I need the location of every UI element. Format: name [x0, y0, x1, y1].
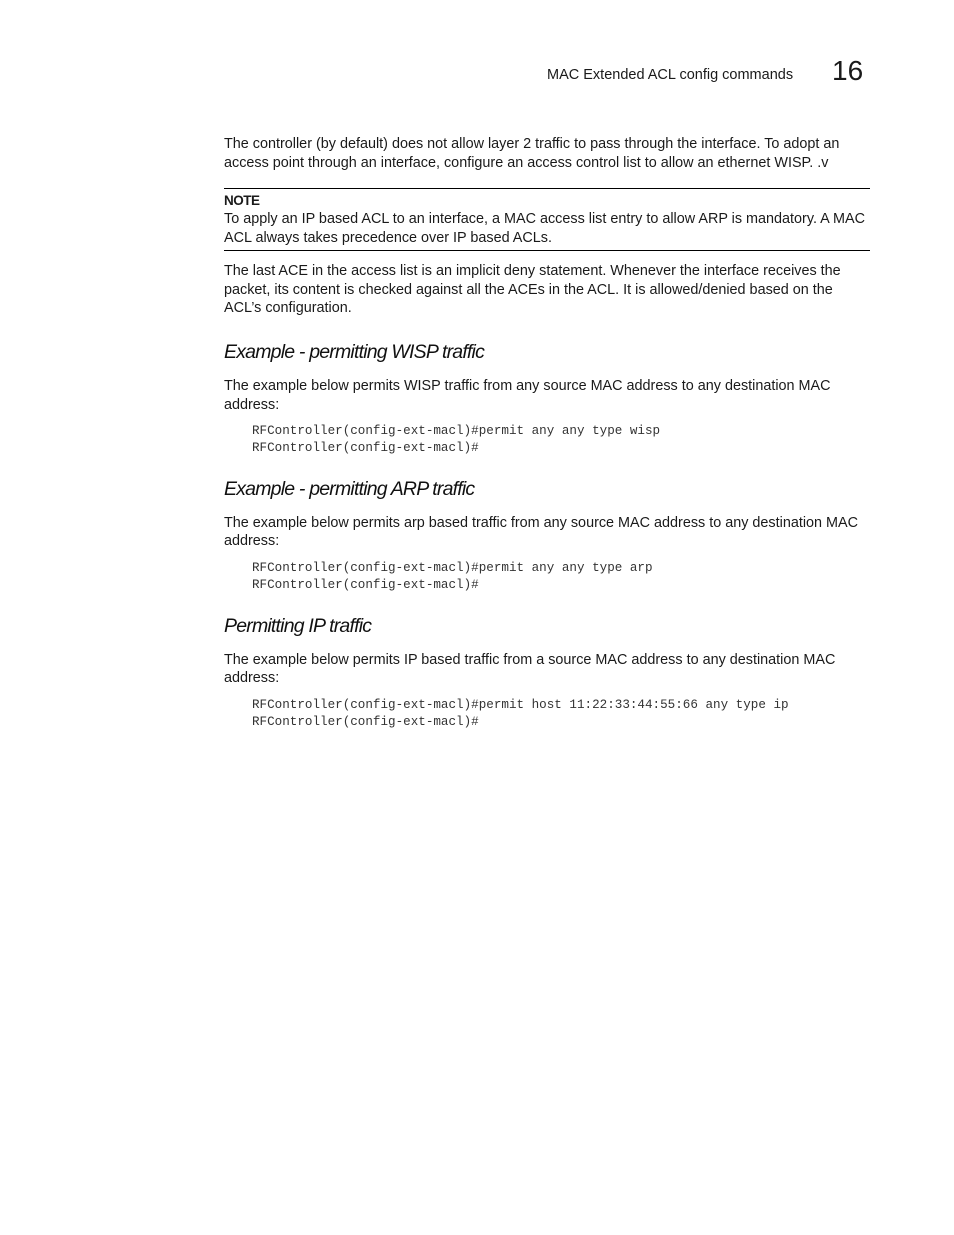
code-line: RFController(config-ext-macl)#permit any any type wisp: [252, 424, 661, 439]
example-heading: Permitting IP traffic: [224, 614, 372, 637]
example-arp: [224, 477, 870, 594]
example-description: The example below permits arp based traffic from any source MAC address to any destination MAC address:: [224, 514, 859, 550]
code-block: [252, 697, 870, 730]
example-ip: [224, 614, 870, 731]
code-block: [252, 423, 870, 456]
code-line: RFController(config-ext-macl)#permit host 11:22:33:44:55:66 any type ip: [252, 697, 789, 712]
code-line: RFController(config-ext-macl)#: [252, 714, 479, 729]
note-text: To apply an IP based ACL to an interface, a MAC access list entry to allow ARP is mandatory. A MAC ACL always takes precedence over IP based ACLs.: [224, 211, 865, 247]
page-header: [0, 56, 954, 96]
chapter-number: 16: [832, 55, 864, 86]
example-description: The example below permits WISP traffic from any source MAC address to any destination MAC address:: [224, 377, 831, 413]
code-line: RFController(config-ext-macl)#: [252, 441, 479, 456]
ace-paragraph: The last ACE in the access list is an implicit deny statement. Whenever the interface receives the packet, its content is checked against all the ACEs in the ACL. It is allowed/denied based on the ACL’s configuration.: [224, 262, 841, 317]
page-content: [224, 135, 870, 750]
example-heading: Example - permitting WISP traffic: [224, 340, 485, 363]
note-box: [224, 188, 870, 250]
example-wisp: [224, 340, 870, 457]
code-line: RFController(config-ext-macl)#permit any any type arp: [252, 561, 653, 576]
example-heading: Example - permitting ARP traffic: [224, 477, 475, 500]
code-line: RFController(config-ext-macl)#: [252, 577, 479, 592]
code-block: [252, 560, 870, 593]
intro-paragraph: The controller (by default) does not allow layer 2 traffic to pass through the interface. To adopt an access point through an interface, configure an access control list to allow an ethernet WISP. .v: [224, 136, 840, 171]
example-description: The example below permits IP based traffic from a source MAC address to any destination MAC address:: [224, 651, 836, 687]
note-label: NOTE: [224, 193, 260, 209]
section-title: MAC Extended ACL config commands: [547, 67, 794, 83]
